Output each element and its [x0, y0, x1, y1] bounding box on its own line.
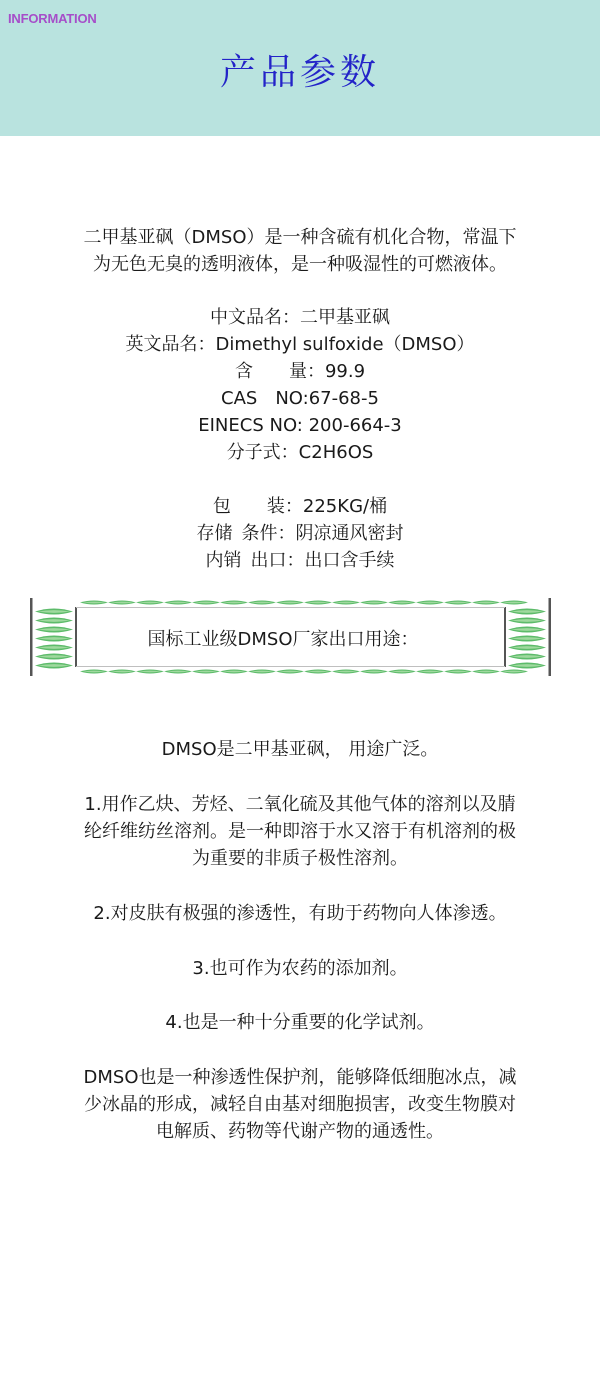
header-band	[0, 0, 600, 136]
usage-banner	[30, 598, 551, 676]
spec-content: 含 量：99.9	[234, 361, 366, 382]
banner-right-bar	[549, 598, 552, 676]
usage-item-1-line: 为重要的非质子极性溶剂。	[192, 848, 408, 869]
usage-item-1	[46, 791, 554, 872]
usage-item-1-line: 纶纤维纺丝溶剂。是一种即溶于水又溶于有机溶剂的极	[84, 821, 516, 842]
intro-line: 为无色无臭的透明液体，是一种吸湿性的可燃液体。	[93, 254, 507, 275]
spec-cas: CAS NO:67-68-5	[221, 388, 379, 409]
usage-closing-line: 电解质、药物等代谢产物的通透性。	[156, 1121, 444, 1142]
spec-english-name: 英文品名：Dimethyl sulfoxide（DMSO）	[125, 334, 475, 355]
banner-inner-left-line	[75, 607, 77, 667]
intro-line: 二甲基亚砜（DMSO）是一种含硫有机化合物，常温下	[83, 227, 517, 248]
usage-item-4: 4.也是一种十分重要的化学试剂。	[165, 1012, 435, 1033]
storage-line: 存储 条件：阴凉通风密封	[196, 523, 404, 544]
intro-paragraph	[0, 224, 600, 278]
usage-closing-line: DMSO也是一种渗透性保护剂，能够降低细胞冰点，减	[83, 1067, 517, 1088]
banner-inner-right-line	[504, 607, 506, 667]
usage-item-2: 2.对皮肤有极强的渗透性，有助于药物向人体渗透。	[93, 903, 507, 924]
page-title: 产品参数	[219, 52, 380, 93]
spec-einecs: EINECS NO: 200-664-3	[198, 415, 402, 436]
usage-closing-line: 少冰晶的形成，减轻自由基对细胞损害，改变生物膜对	[84, 1094, 516, 1115]
spec-chinese-name: 中文品名：二甲基亚砜	[210, 307, 390, 328]
banner-label: 国标工业级DMSO厂家出口用途：	[147, 629, 419, 650]
banner-left-bar	[30, 598, 33, 676]
spec-list	[0, 304, 600, 466]
spec-formula: 分子式：C2H6OS	[226, 442, 374, 463]
packaging-line: 包 装：225KG/桶	[212, 496, 388, 517]
usage-item-3: 3.也可作为农药的添加剂。	[192, 958, 408, 979]
information-tag: INFORMATION	[8, 11, 97, 26]
usage-closing	[46, 1064, 554, 1145]
logistics-list	[0, 493, 600, 574]
sales-line: 内销 出口：出口含手续	[205, 550, 395, 571]
usage-item-1-line: 1.用作乙炔、芳烃、二氧化硫及其他气体的溶剂以及腈	[84, 794, 516, 815]
usage-lead: DMSO是二甲基亚砜， 用途广泛。	[161, 739, 439, 760]
